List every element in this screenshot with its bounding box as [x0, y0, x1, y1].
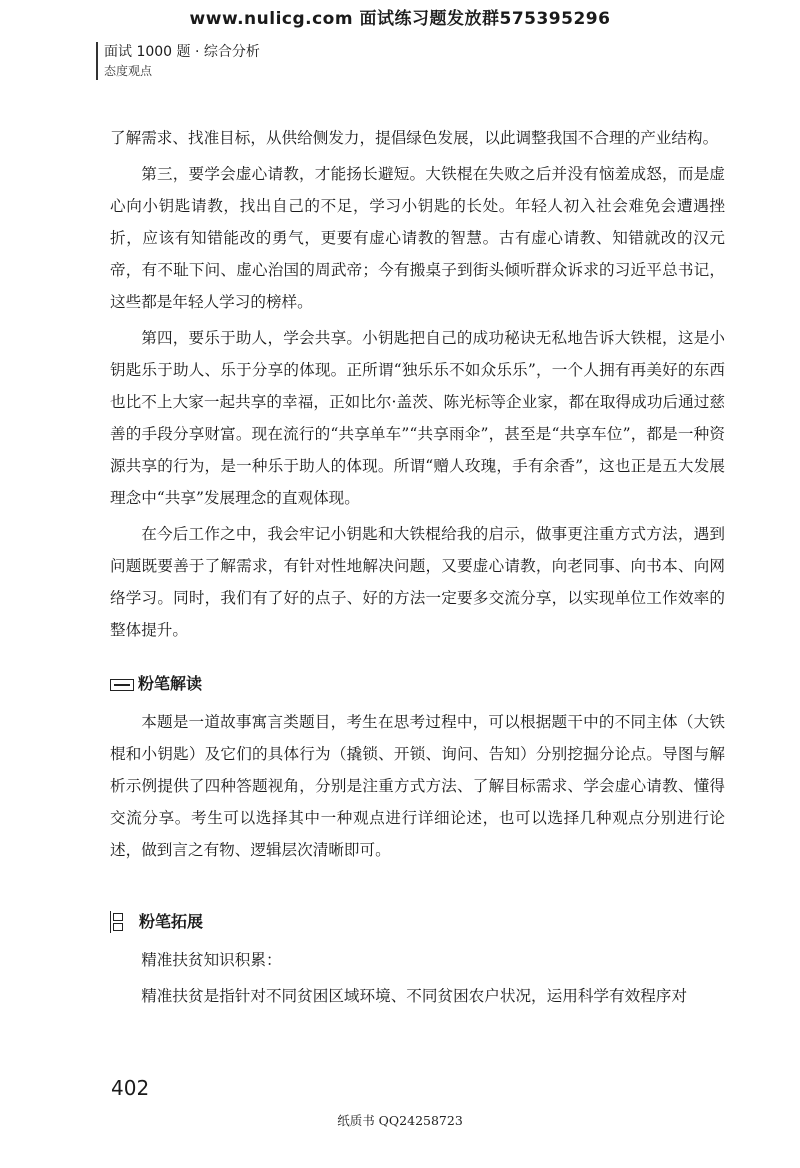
brush-icon — [110, 911, 125, 933]
interpretation-heading — [110, 668, 725, 700]
top-banner: www.nulicg.com 面试练习题发放群575395296 — [189, 9, 611, 29]
body-paragraph-4: 在今后工作之中，我会牢记小钥匙和大铁棍给我的启示，做事更注重方式方法，遇到问题既要善于了解需求，有针对性地解决问题，又要虚心请教，向老同事、向书本、向网络学习。同时，我们有了好的点子、好的方法一定要多交流分享，以实现单位工作效率的整体提升。 — [110, 525, 725, 639]
footer: 纸质书 QQ24258723 — [337, 1113, 463, 1128]
interpretation-heading-text: 粉笔解读 — [138, 674, 203, 693]
page-number: 402 — [111, 1076, 150, 1100]
interpretation-text: 本题是一道故事寓言类题目，考生在思考过程中，可以根据题干中的不同主体（大铁棍和小钥匙）及它们的具体行为（撬锁、开锁、询问、告知）分别挖掘分论点。导图与解析示例提供了四种答题视角，分别是注重方式方法、了解目标需求、学会虚心请教、懂得交流分享。考生可以选择其中一种观点进行详细论述，也可以选择几种观点分别进行论述，做到言之有物、逻辑层次清晰即可。 — [110, 713, 725, 859]
body-paragraph-2: 第三，要学会虚心请教，才能扬长避短。大铁棍在失败之后并没有恼羞成怒，而是虚心向小钥匙请教，找出自己的不足，学习小钥匙的长处。年轻人初入社会难免会遭遇挫折，应该有知错能改的勇气，更要有虚心请教的智慧。古有虚心请教、知错就改的汉元帝，有不耻下问、虚心治国的周武帝；今有搬桌子到街头倾听群众诉求的习近平总书记，这些都是年轻人学习的榜样。 — [110, 165, 725, 311]
extension-heading — [110, 906, 725, 938]
running-header — [96, 42, 260, 80]
section-title: 态度观点 — [104, 64, 153, 78]
page-content — [110, 122, 725, 1016]
extension-text: 精准扶贫是指针对不同贫困区域环境、不同贫困农户状况，运用科学有效程序对 — [141, 987, 687, 1005]
body-paragraph-3: 第四，要乐于助人，学会共享。小钥匙把自己的成功秘诀无私地告诉大铁棍，这是小钥匙乐于助人、乐于分享的体现。正所谓“独乐乐不如众乐乐”，一个人拥有再美好的东西也比不上大家一起共享的幸福，正如比尔·盖茨、陈光标等企业家，都在取得成功后通过慈善的手段分享财富。现在流行的“共享单车”“共享雨伞”，甚至是“共享车位”，都是一种资源共享的行为，是一种乐于助人的体现。所谓“赠人玫瑰，手有余香”，这也正是五大发展理念中“共享”发展理念的直观体现。 — [110, 329, 725, 507]
extension-heading-text: 粉笔拓展 — [139, 912, 204, 931]
body-paragraph-1: 了解需求、找准目标，从供给侧发力，提倡绿色发展，以此调整我国不合理的产业结构。 — [110, 129, 719, 147]
chalk-box-icon — [110, 679, 134, 691]
book-title: 面试 1000 题 · 综合分析 — [104, 44, 260, 60]
extension-sublabel: 精准扶贫知识积累： — [141, 951, 282, 969]
